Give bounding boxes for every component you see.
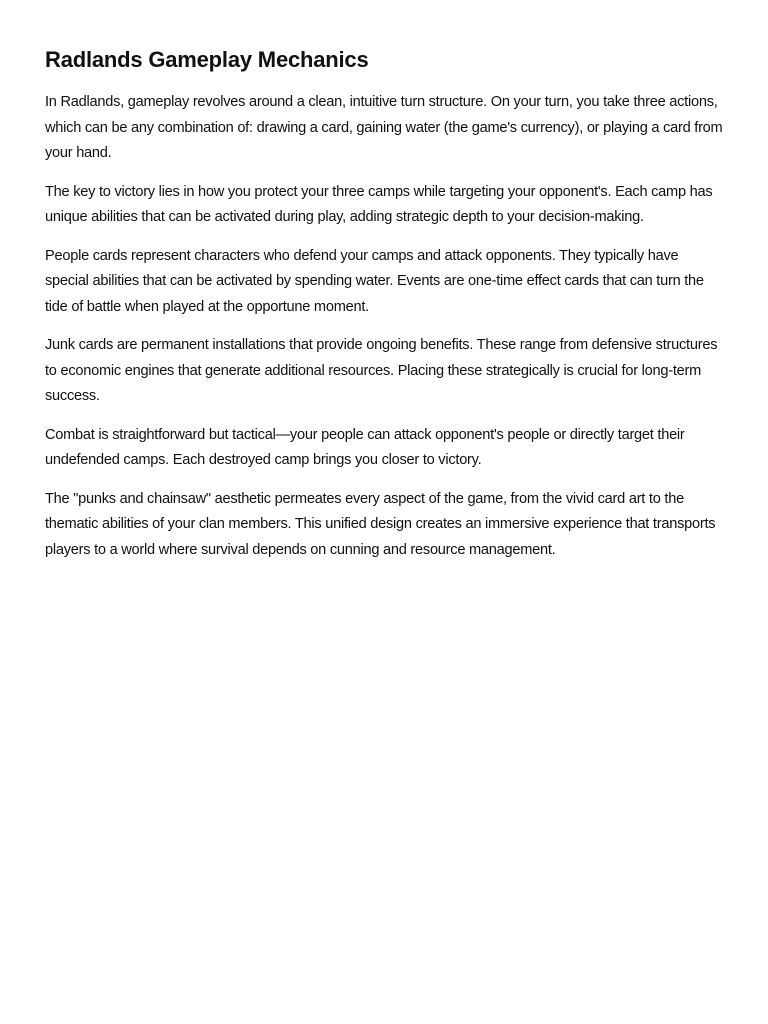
paragraph-turn-structure: In Radlands, gameplay revolves around a clean, intuitive turn structure. On your turn, you take three actions, which can be any combination of: drawing a card, gaining water (the game's currency), or playing a card from your hand. bbox=[45, 94, 723, 161]
paragraph-aesthetic: The "punks and chainsaw" aesthetic permeates every aspect of the game, from the vivid card art to the thematic abilities of your clan members. This unified design creates an immersive experience that transports players to a world where survival depends on cunning and resource management. bbox=[45, 490, 716, 558]
paragraph-people-events: People cards represent characters who defend your camps and attack opponents. They typically have special abilities that can be activated by spending water. Events are one-time effect cards that can turn the tide of battle when played at the opportune moment. bbox=[45, 247, 704, 315]
paragraph-camps: The key to victory lies in how you protect your three camps while targeting your opponent's. Each camp has unique abilities that can be activated during play, adding strategic depth to your decision-making. bbox=[45, 183, 713, 225]
paragraph-combat: Combat is straightforward but tactical—your people can attack opponent's people or directly target their undefended camps. Each destroyed camp brings you closer to victory. bbox=[45, 426, 685, 468]
paragraph-junk-cards: Junk cards are permanent installations that provide ongoing benefits. These range from defensive structures to economic engines that generate additional resources. Placing these strategically is crucial for long-term success. bbox=[45, 337, 718, 404]
page-title: Radlands Gameplay Mechanics bbox=[45, 47, 369, 72]
